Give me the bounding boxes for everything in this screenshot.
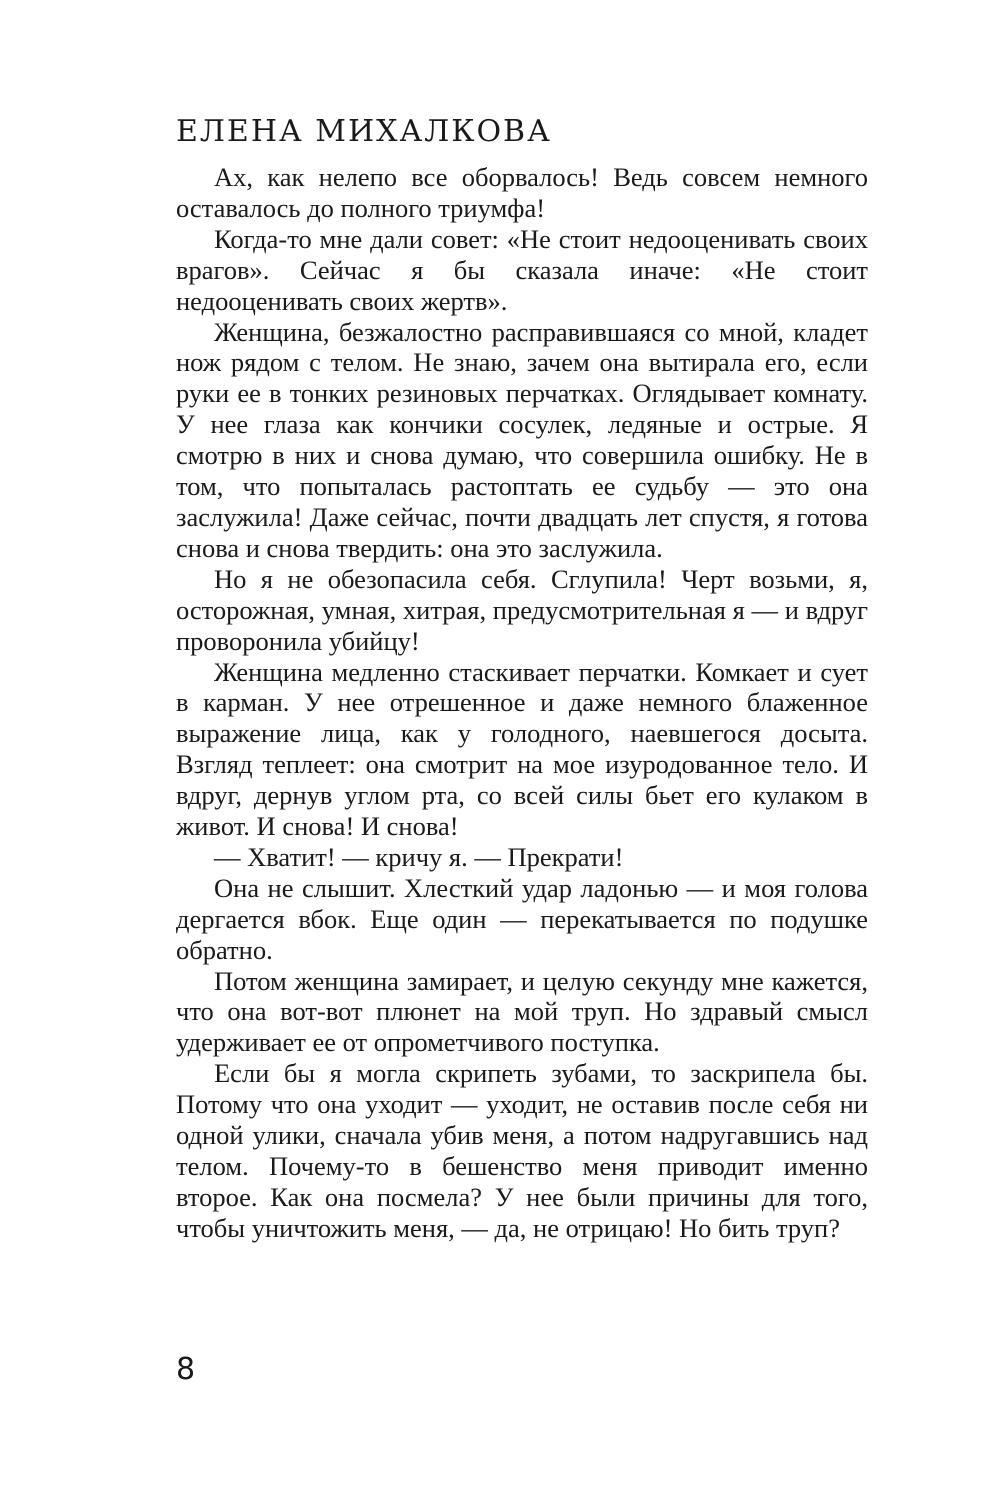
paragraph: Женщина, безжалостно расправившаяся со мной, кладет нож рядом с телом. Не знаю, зачем она вытирала его, если руки ее в тонких резиновых перчатках. Оглядывает комнату. У нее глаза как кончики сосулек, ледяные и острые. Я смотрю в них и снова думаю, что совершила ошибку. Не в том, что попыталась растоптать ее судьбу — это она заслужила! Даже сейчас, почти двадцать лет спустя, я готова снова и снова твердить: она это заслужила. bbox=[176, 316, 868, 563]
paragraph: Когда-то мне дали совет: «Не стоит недооценивать своих врагов». Сейчас я бы сказала иначе: «Не стоит недооценивать своих жертв». bbox=[176, 223, 868, 316]
paragraph: Потом женщина замирает, и целую секунду мне кажется, что она вот-вот плюнет на мой труп. Но здравый смысл удерживает ее от опрометчивого поступка. bbox=[176, 965, 868, 1058]
paragraph: Но я не обезопасила себя. Сглупила! Черт возьми, я, осторожная, умная, хитрая, предусмотрительная я — и вдруг проворонила убийцу! bbox=[176, 563, 868, 656]
paragraph: — Хватит! — кричу я. — Прекрати! bbox=[214, 841, 624, 872]
running-header-author: ЕЛЕНА МИХАЛКОВА bbox=[176, 114, 552, 149]
paragraph: Если бы я могла скрипеть зубами, то заскрипела бы. Потому что она уходит — уходит, не оставив после себя ни одной улики, сначала убив меня, а потом надругавшись над телом. Почему-то в бешенство меня приводит именно второе. Как она посмела? У нее были причины для того, чтобы уничтожить меня, — да, не отрицаю! Но бить труп? bbox=[176, 1058, 868, 1243]
paragraph: Женщина медленно стаскивает перчатки. Комкает и сует в карман. У нее отрешенное и даже немного блаженное выражение лица, как у голодного, наевшегося досыта. Взгляд теплеет: она смотрит на мое изуродованное тело. И вдруг, дернув углом рта, со всей силы бьет его кулаком в живот. И снова! И снова! bbox=[176, 656, 868, 842]
paragraph: Она не слышит. Хлесткий удар ладонью — и моя голова дергается вбок. Еще один — перекатывается по подушке обратно. bbox=[176, 872, 868, 965]
body-text bbox=[176, 162, 868, 1244]
paragraph: Ах, как нелепо все оборвалось! Ведь совсем немного оставалось до полного триумфа! bbox=[176, 162, 868, 223]
page-number: 8 bbox=[176, 1352, 196, 1387]
